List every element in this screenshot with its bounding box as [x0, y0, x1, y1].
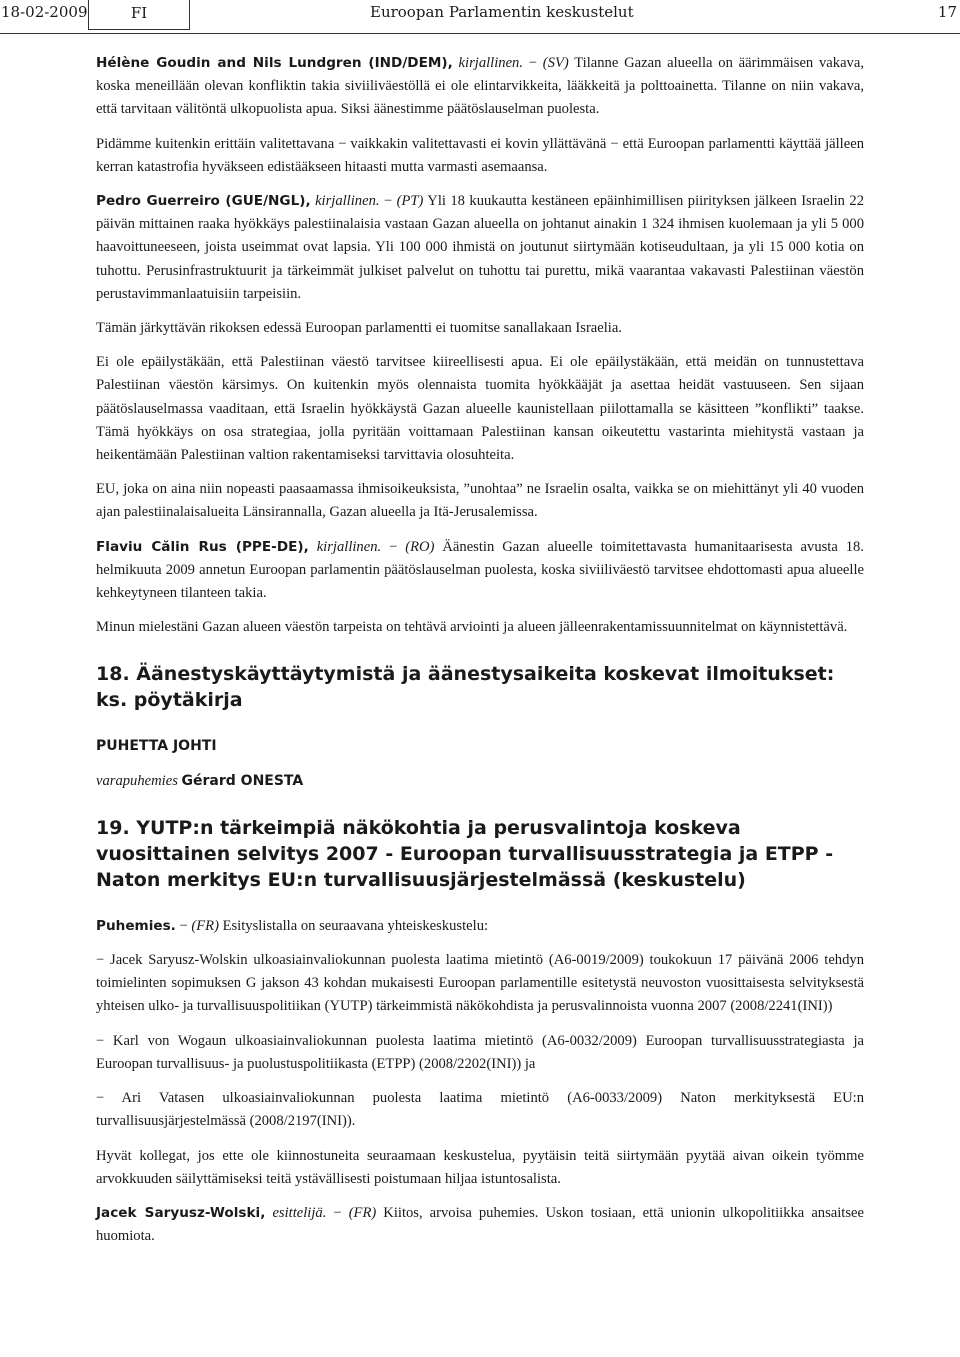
- speaker-name: Hélène Goudin and Nils Lundgren (IND/DEM),: [96, 55, 453, 71]
- chair-block: [96, 735, 864, 792]
- speaker-name: Pedro Guerreiro (GUE/NGL),: [96, 193, 311, 210]
- language-tag: (FR): [348, 1204, 377, 1221]
- speaker-role: esittelijä.: [272, 1204, 327, 1221]
- paragraph-text: Pidämme kuitenkin erittäin valitettavana − vaikkakin valitettavasti ei kovin yllättävänä − että Euroopan parlamentti käyttää jälleen kerran katastrofia hyväkseen edistääkseen hitaasti mutta varmasti asemaansa.: [96, 135, 864, 175]
- chair-name: Gérard ONESTA: [181, 772, 304, 789]
- speaker-name: Jacek Saryusz-Wolski,: [96, 1204, 266, 1221]
- language-tag: (PT): [396, 193, 424, 210]
- agenda-item: − Karl von Wogaun ulkoasiainvaliokunnan puolesta laatima mietintö (A6-0032/2009) Euroopan turvallisuusstrategiasta ja Euroopan turvallisuus- ja puolustuspolitiikasta (ETPP) (2008/2202(INI)) ja: [96, 1032, 864, 1072]
- speaker-role: kirjallinen.: [316, 538, 382, 555]
- paragraph-text: Tilanne Gazan alueella on äärimmäisen vakava, koska meneillään olevan konfliktin takia siviiliväestöllä ei ole elintarvikkeita, lääkkeitä ja polttoainetta. Tilanne on niin vakava, että tarvitaan välitöntä ulkopuolista apua. Siksi äänestimme päätöslauselman puolesta.: [96, 55, 864, 118]
- paragraph-text: Minun mielestäni Gazan alueen väestön tarpeista on tehtävä arviointi ja alueen jälleenrakentamissuunnitelmat on käynnistettävä.: [96, 619, 848, 636]
- chair-line: [96, 770, 864, 793]
- agenda-item: − Ari Vatasen ulkoasiainvaliokunnan puolesta laatima mietintö (A6-0033/2009) Naton merkityksestä EU:n turvallisuusjärjestelmässä (2008/2197(INI)).: [96, 1090, 864, 1130]
- paragraph-president: [96, 915, 864, 938]
- section-heading-19: 19. YUTP:n tärkeimpiä näkökohtia ja perusvalintoja koskeva vuosittainen selvitys 2007 - Euroopan turvallisuusstrategia ja ETPP - Naton merkitys EU:n turvallisuusjärjestelmässä (keskustelu): [96, 816, 834, 891]
- speaker-role: kirjallinen.: [315, 193, 380, 210]
- agenda-item: − Jacek Saryusz-Wolskin ulkoasiainvaliokunnan puolesta laatima mietintö (A6-0019/2009) toukokuun 17 päivänä 2006 tehdyn toimielinten sopimuksen G jakson 43 kohdan mukaisesti Euroopan parlamentille esitetystä neuvoston vuosittaisesta selvityksestä yhteisen ulko- ja turvallisuuspolitiikan (YUTP) tärkeimmistä näkökohdista ja perusvalinnoista vuonna 2007 (2008/2241(INI)): [96, 952, 864, 1015]
- paragraph-text: Hyvät kollegat, jos ette ole kiinnostuneita seuraamaan keskustelua, pyytäisin teitä siirtymään pyytää aivan oikein työmme arvokkuuden säilyttämiseksi teitä ystävällisesti poistumaan hiljaa istuntosalista.: [96, 1147, 864, 1187]
- dash: −: [175, 917, 192, 934]
- paragraph-text: EU, joka on aina niin nopeasti paasaamassa ihmisoikeuksista, ”unohtaa” ne Israelin osalta, vaikka se on miehittänyt yli 40 vuoden ajan palestiinalaisalueita Länsirannalla, Gazan alueella ja Itä-Jerusalemissa.: [96, 481, 864, 521]
- language-tag: (SV): [542, 55, 569, 71]
- paragraph-text: Kiitos, arvoisa puhemies. Uskon tosiaan, että unionin ulkopolitiikka ansaitsee huomiota.: [96, 1204, 864, 1245]
- paragraph-text: Äänestin Gazan alueelle toimitettavasta humanitaarisesta avusta 18. helmikuuta 2009 annetun Euroopan parlamentin päätöslauselman puolesta, koska siviiliväestö tarvitsee ehdottomasti apua alueelle kehkeytyneen tilanteen takia.: [96, 538, 864, 602]
- dash: −: [326, 1204, 349, 1221]
- dash: −: [523, 55, 543, 71]
- chair-title: PUHETTA JOHTI: [96, 738, 217, 755]
- paragraph-text: Ei ole epäilystäkään, että Palestiinan väestö tarvitsee kiireellisesti apua. Ei ole epäilystäkään, että meidän on tunnustettava Palestiinan väestön kärsimys. On kuitenkin myös olennaista tuomita hyökkääjät ja asettaa heidät vastuuseen. Sen sijaan päätöslauselmassa vaaditaan, että Israelin hyökkäystä Gazan alueelle kaunistellaan piilottamalla se käsitteen ”konflikti” taakse. Tämä hyökkäys on osa strategiaa, jolla pyritään voittamaan Palestiinan kansan oikeutettu vastarinta miehitystä vastaan ja heikentämään Palestiinan valtion rakentamiseksi tarvittavia olosuhteita.: [96, 354, 864, 464]
- header-page-number: 17: [937, 3, 957, 21]
- header-date: 18-02-2009: [1, 3, 88, 21]
- paragraph-text: Esityslistalla on seuraavana yhteiskeskustelu:: [218, 917, 489, 934]
- chair-role: varapuhemies: [96, 772, 178, 789]
- speaker-name: Puhemies.: [96, 917, 176, 934]
- paragraph-goudin-lundgren: [96, 52, 864, 122]
- header-language: FI: [88, 0, 190, 30]
- dash: −: [379, 193, 397, 210]
- document-body: [96, 52, 864, 1259]
- paragraph-text: Tämän järkyttävän rikoksen edessä Euroopan parlamentti ei tuomitse sanallakaan Israelia.: [96, 320, 622, 337]
- speaker-name: Flaviu Călin Rus (PPE-DE),: [96, 538, 309, 555]
- dash: −: [381, 538, 406, 555]
- paragraph-guerreiro: [96, 190, 864, 306]
- paragraph-saryusz-wolski: [96, 1202, 864, 1248]
- paragraph-rus: [96, 536, 864, 606]
- language-tag: (RO): [405, 538, 435, 555]
- section-heading-18: 18. Äänestyskäyttäytymistä ja äänestysaikeita koskevat ilmoitukset: ks. pöytäkirja: [96, 663, 835, 712]
- page-header: [0, 0, 960, 34]
- language-tag: (FR): [191, 917, 219, 934]
- paragraph-text: Yli 18 kuukautta kestäneen epäinhimillisen piirityksen jälkeen Israelin 22 päivän mittainen raaka hyökkäys palestiinalaisia vastaan Gazan alueella on johtanut ainakin 1 324 ihmisen kuolemaan ja yli 5 000 haavoittuneeseen, joista useimmat ovat lapsia. Yli 100 000 ihmistä on joutunut siirtymään kotiseudultaan, ja yli 15 000 kotia on tuhottu. Perusinfrastruktuurit ja tärkeimmät julkiset palvelut on tuhottu tai purettu, mikä vaarantaa vakavasti Palestiinan väestön perustavimmanlaatuisiin tarpeisiin.: [96, 193, 864, 302]
- speaker-role: kirjallinen.: [458, 55, 523, 71]
- header-title: Euroopan Parlamentin keskustelut: [370, 3, 634, 21]
